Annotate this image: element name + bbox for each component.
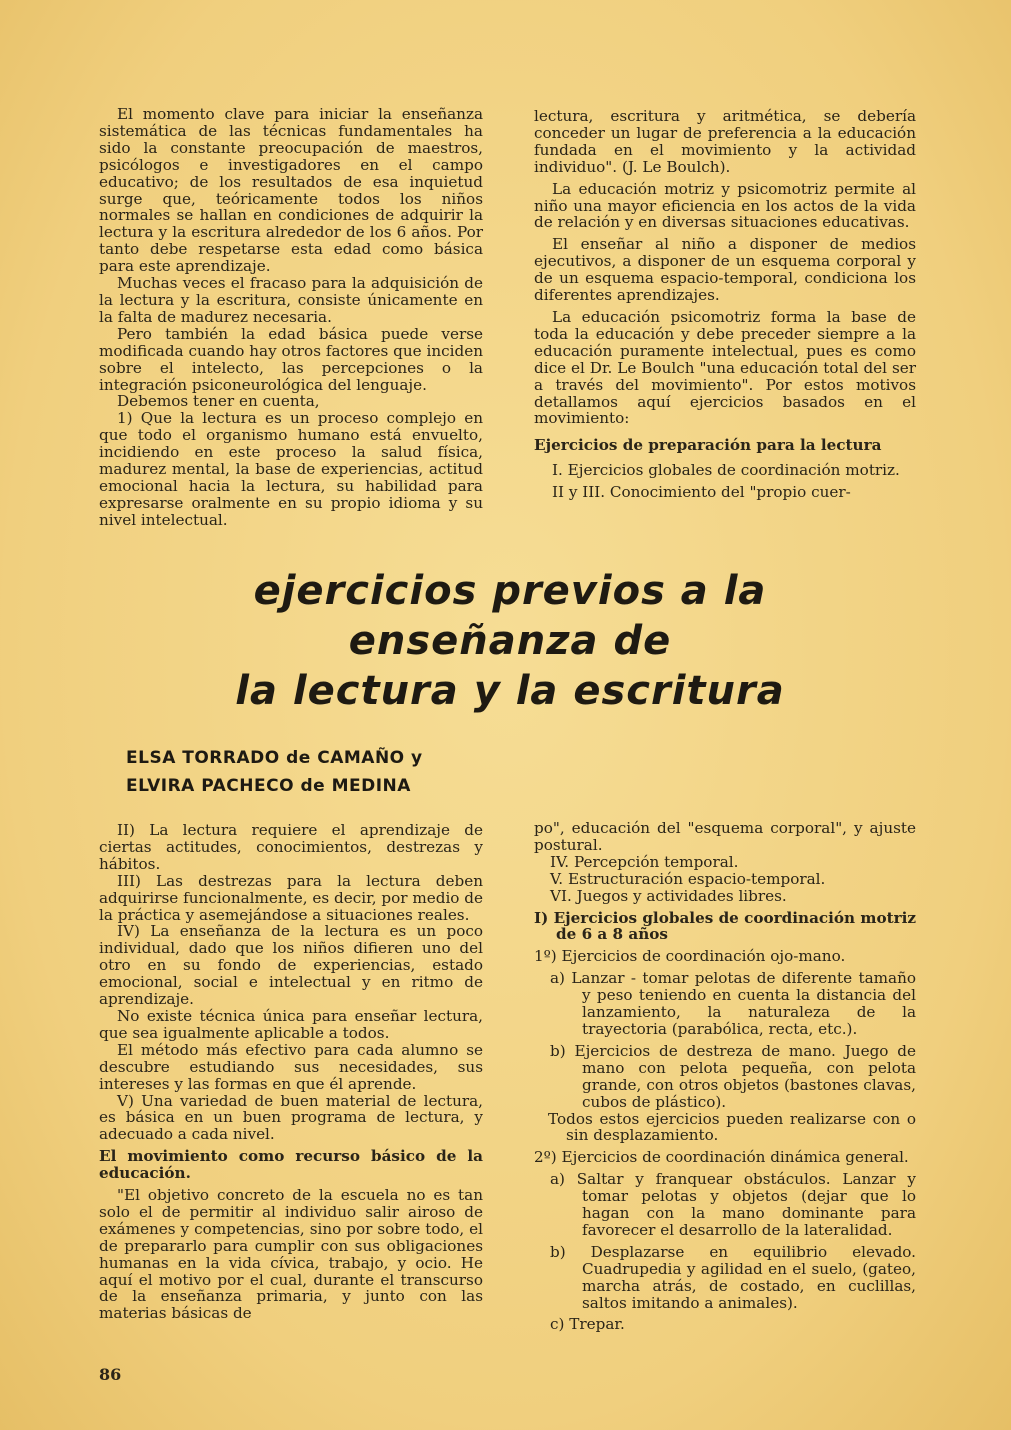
author-line: ELVIRA PACHECO de MEDINA [126,776,411,796]
paragraph: El método más efectivo para cada alumno se descubre estudiando sus necesidades, sus intereses y las formas en que él aprende. [99,1040,483,1093]
paragraph: II y III. Conocimiento del "propio cuer- [552,483,851,502]
paragraph: El momento clave para iniciar la enseñanza sistemática de las técnicas fundamentales ha sido la constante preocupación de maestros, psicólogos e investigadores en el campo educativo; de los resultados de esa inquietud surge que, teóricamente todos los niños normales se hallan en condiciones de adquirir la lectura y la escritura alrededor de los 6 años. Por tanto debe respetarse esta edad como básica para este aprendizaje. [99,105,483,276]
list-item: V. Estructuración espacio-temporal. [550,869,826,888]
column-bottom-right [534,820,916,1333]
paragraph: Debemos tener en cuenta, [117,392,320,411]
list-item: c) Trepar. [550,1315,625,1334]
list-item: 1º) Ejercicios de coordinación ojo-mano. [534,947,846,966]
paragraph: 1) Que la lectura es un proceso complejo en que todo el organismo humano está envuelto, incidiendo en este proceso la salud física, madurez mental, la base de experiencias, actitud emocional hacia la lectura, su habilidad para expresarse oralmente en su propio idioma y su nivel intelectual. [99,409,483,529]
paragraph: II) La lectura requiere el aprendizaje de ciertas actitudes, conocimientos, destrezas y hábitos. [99,821,483,873]
paragraph: IV) La enseñanza de la lectura es un poco individual, dado que los niños difieren uno del otro en su fondo de experiencias, estado emocional, social e intelectual y en ritmo de aprendizaje. [99,922,483,1009]
paragraph: Muchas veces el fracaso para la adquisición de la lectura y la escritura, consiste únicamente en la falta de madurez necesaria. [99,274,483,326]
section-heading: El movimiento como recurso básico de la educación. [99,1147,483,1183]
column-top-right [534,108,916,501]
paragraph: po", educación del "esquema corporal", y ajuste postural. [534,819,916,854]
paragraph: III) Las destrezas para la lectura deben adquirirse funcionalmente, es decir, por medio de la práctica y asemejándose a situaciones reales. [99,871,483,924]
list-item: a) Lanzar - tomar pelotas de diferente tamaño y peso teniendo en cuenta la distancia del lanzamiento, la naturaleza de la trayectoria (parabólica, recta, etc.). [550,969,916,1038]
paragraph: No existe técnica única para enseñar lectura, que sea igualmente aplicable a todos. [99,1006,483,1042]
list-item: b) Ejercicios de destreza de mano. Juego de mano con pelota pequeña, con pelota grande, con otros objetos (bastones clavas, cubos de plástico). [550,1041,916,1111]
article-title [200,566,820,716]
list-item: 2º) Ejercicios de coordinación dinámica general. [534,1148,909,1167]
section-heading: I) Ejercicios globales de coordinación motriz de 6 a 8 años [534,908,917,944]
list-item: a) Saltar y franquear obstáculos. Lanzar y tomar pelotas y objetos (dejar que lo hagan con la mano dominante para favorecer el desarrollo de la lateralidad. [550,1170,916,1239]
column-top-left [99,106,483,529]
paragraph: lectura, escritura y aritmética, se debería conceder un lugar de preferencia a la educación fundada en el movimiento y la actividad individuo". (J. Le Boulch). [534,107,916,176]
title-line: enseñanza de [348,618,672,664]
page-number: 86 [99,1365,122,1384]
author-line: ELSA TORRADO de CAMAÑO y [126,748,423,768]
column-bottom-left [99,822,483,1322]
list-item: VI. Juegos y actividades libres. [550,886,787,905]
paragraph: V) Una variedad de buen material de lectura, es básica en un buen programa de lectura, y adecuado a cada nivel. [99,1091,483,1144]
section-heading: Ejercicios de preparación para la lectura [534,436,882,455]
list-item: b) Desplazarse en equilibrio elevado. Cuadrupedia y agilidad en el suelo, (gateo, marcha atrás, de costado, en cuclillas, saltos imitando a animales). [550,1242,916,1312]
paragraph: Todos estos ejercicios pueden realizarse con o sin desplazamiento. [548,1109,916,1145]
article-authors [126,744,423,800]
paragraph: I. Ejercicios globales de coordinación motriz. [552,461,900,480]
paragraph: La educación motriz y psicomotriz permite al niño una mayor eficiencia en los actos de la vida de relación y en diversas situaciones educativas. [534,179,916,232]
paragraph: "El objetivo concreto de la escuela no es tan solo el de permitir al individuo salir airoso de exámenes y competencias, sino por sobre todo, el de prepararlo para cumplir con sus obligaciones humanas en la vida cívica, trabajo, y ocio. He aquí el motivo por el cual, durante el transcurso de la enseñanza primaria, y junto con las materias básicas de [99,1186,483,1323]
title-line: ejercicios previos a la [253,568,767,614]
paragraph: El enseñar al niño a disponer de medios ejecutivos, a disponer de un esquema corporal y de un esquema espacio-temporal, condiciona los diferentes aprendizajes. [534,235,916,305]
title-line: la lectura y la escritura [235,668,785,714]
list-item: IV. Percepción temporal. [550,852,739,871]
paragraph: La educación psicomotriz forma la base de toda la educación y debe preceder siempre a la educación puramente intelectual, pues es como dice el Dr. Le Boulch "una educación total del ser a través del movimiento". Por estos motivos detallamos aquí ejercicios basados en el movimiento: [534,307,916,428]
paragraph: Pero también la edad básica puede verse modificada cuando hay otros factores que inciden sobre el intelecto, las percepciones o la integración psiconeurológica del lenguaje. [99,324,483,394]
